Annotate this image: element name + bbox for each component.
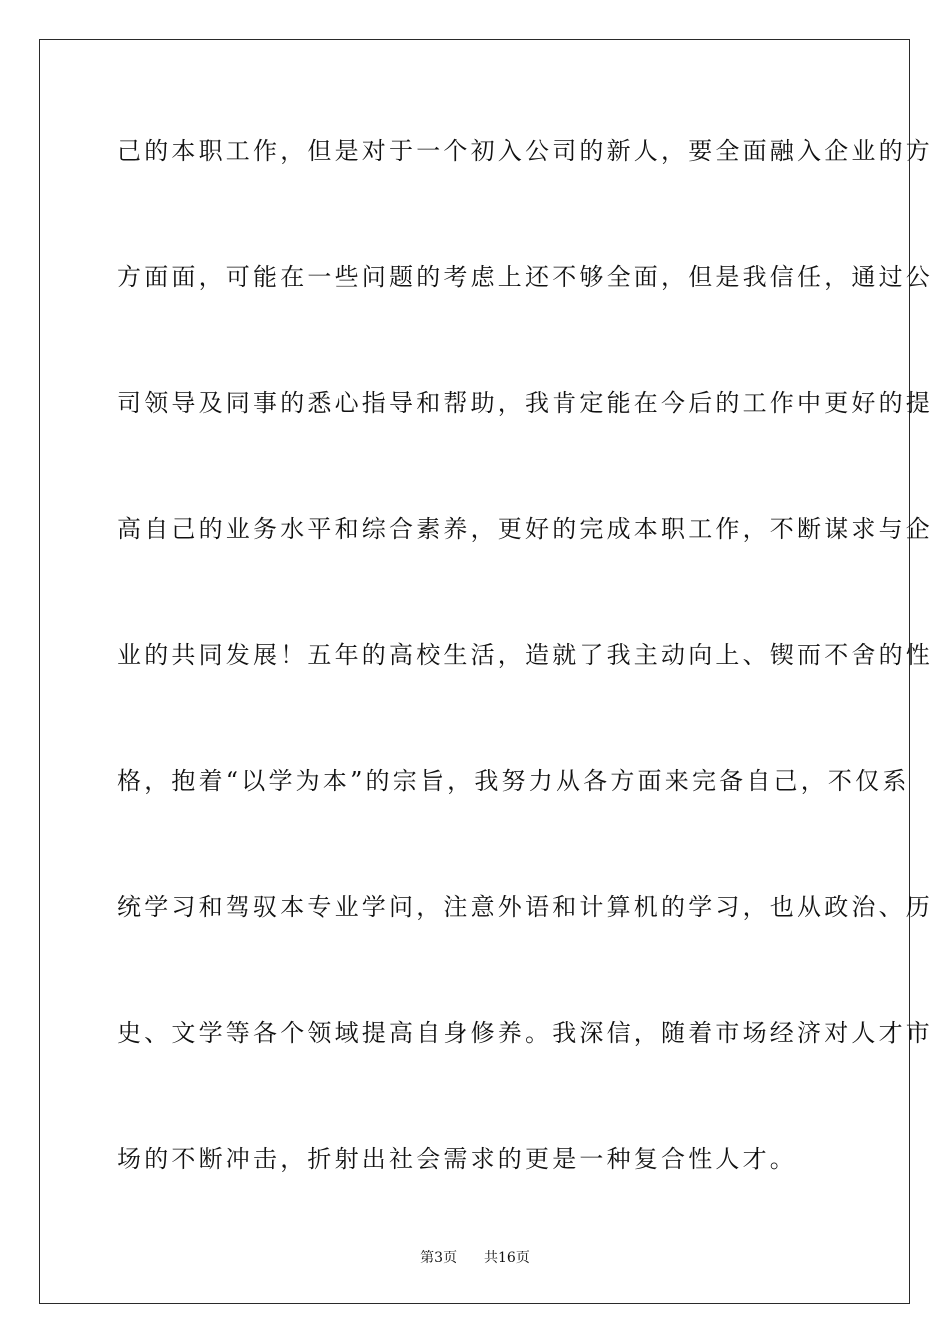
text-line: 业的共同发展！五年的高校生活，造就了我主动向上、锲而不舍的性 xyxy=(117,641,933,669)
text-line: 方面面，可能在一些问题的考虑上还不够全面，但是我信任，通过公 xyxy=(117,263,933,291)
text-line: 司领导及同事的悉心指导和帮助，我肯定能在今后的工作中更好的提 xyxy=(117,389,933,417)
text-line: 史、文学等各个领域提高自身修养。我深信，随着市场经济对人才市 xyxy=(117,1019,933,1047)
text-line: 格，抱着“以学为本”的宗旨，我努力从各方面来完备自己，不仅系 xyxy=(117,767,910,795)
text-line: 高自己的业务水平和综合素养，更好的完成本职工作，不断谋求与企 xyxy=(117,515,933,543)
page-footer xyxy=(0,1248,950,1268)
page-number: 第3页 xyxy=(420,1250,458,1266)
document-body xyxy=(117,125,933,1259)
text-line: 己的本职工作，但是对于一个初入公司的新人，要全面融入企业的方 xyxy=(117,137,933,165)
text-line: 统学习和驾驭本专业学问，注意外语和计算机的学习，也从政治、历 xyxy=(117,893,933,921)
text-line: 场的不断冲击，折射出社会需求的更是一种复合性人才。 xyxy=(117,1145,797,1173)
page-total: 共16页 xyxy=(484,1250,530,1266)
